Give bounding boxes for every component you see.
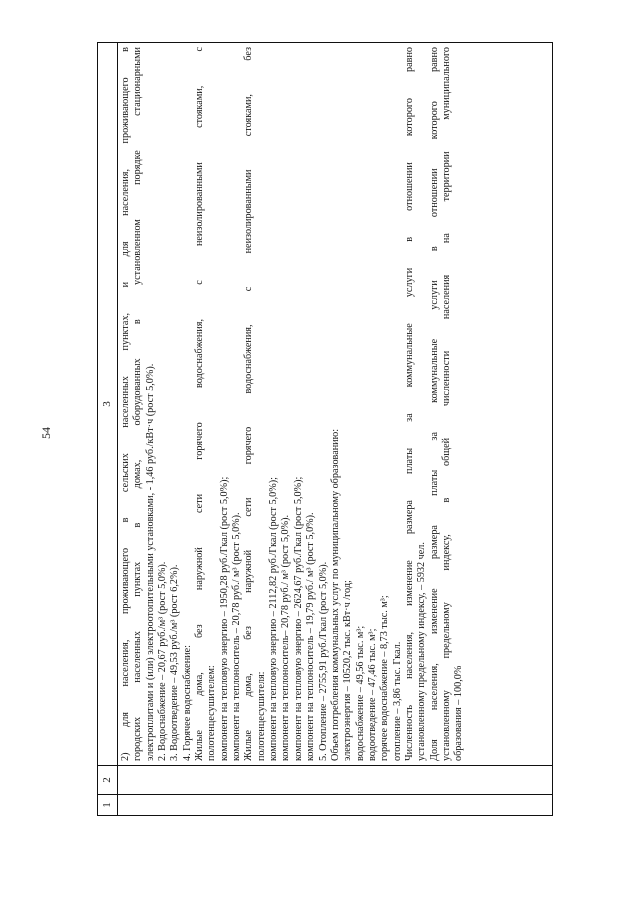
- text-line: установленному предельному индексу, – 5932 чел.: [416, 542, 428, 761]
- text-line: компонент на теплоноситель – 20,78 руб./ м³ (рост 5,0%).: [231, 512, 243, 761]
- tariff-table: [97, 42, 553, 816]
- text-line: компонент на тепловую энергию – 2112,82 руб./Гкал (рост 5,0%);: [268, 477, 280, 761]
- text-line: 2. Водоснабжение – 20,67 руб./м³ (рост 5,0%).: [157, 561, 169, 761]
- body-cell-1: [118, 795, 553, 816]
- text-line: 4. Горячее водоснабжение:: [181, 645, 193, 761]
- text-line: городских населенных пунктах в домах, оборудованных в установленном порядке стационарными: [132, 47, 144, 761]
- text-line: образования – 100,0%: [453, 665, 465, 761]
- page-number: 54: [39, 427, 53, 439]
- text-line: 5. Отопление – 2755,91 руб./Гкал (рост 5,0%).: [317, 561, 329, 761]
- text-line: установленному предельному индексу, в общей численности населения на территории муниципального: [440, 47, 452, 761]
- text-line: компонент на теплоноситель – 19,79 руб./ м³ (рост 5,0%).: [305, 512, 317, 761]
- text-line: электроплитами и (или) электроотопительными установками, - 1,46 руб./кВт·ч (рост 5,0%).: [144, 363, 156, 761]
- text-line: водоотведение – 47,46 тыс. м³;: [366, 628, 378, 761]
- text-line: 2) для населения, проживающего в сельских населенных пунктах, и для населения, проживающего в: [120, 47, 131, 761]
- text-line: 3. Водоотведение – 49,53 руб./м³ (рост 6,2%).: [169, 564, 181, 761]
- body-cell-3: [118, 43, 553, 766]
- text-line: компонент на тепловую энергию – 1950,28 руб./Гкал (рост 5,0%);: [218, 476, 230, 761]
- text-line: полотенцесушителем:: [206, 665, 218, 761]
- text-line: компонент на теплоноситель– 20,78 руб./ м³ (рост 5,0%).: [280, 514, 292, 761]
- text-line: отопление – 3,86 тыс. Гкал.: [391, 641, 403, 761]
- text-line: Численность населения, изменение размера платы за коммунальные услуги в отношении которого равно: [403, 47, 415, 761]
- text-line: горячее водоснабжение – 8,73 тыс. м³;: [379, 595, 391, 761]
- text-line: Жилые дома, без наружной сети горячего водоснабжения, с неизолированными стояками, без: [243, 47, 255, 761]
- table-header-row: [98, 43, 118, 816]
- text-line: компонент на тепловую энергию – 2624,67 руб./Гкал (рост 5,0%);: [292, 476, 304, 761]
- text-line: Жилые дома, без наружной сети горячего водоснабжения, с неизолированными стояками, с: [194, 47, 206, 761]
- text-line: водоснабжение – 49,56 тыс. м³;: [354, 625, 366, 761]
- text-line: электроэнергия – 10520,2 тыс. кВт·ч /год;: [342, 580, 354, 761]
- header-cell-2: 2: [98, 766, 118, 795]
- text-line: Объем потребления коммунальных услуг по муниципальному образованию:: [329, 428, 341, 761]
- table-body-row: [118, 43, 553, 816]
- text-line: Доля населения, изменение размера платы за коммунальные услуги в отношении которого равно: [428, 47, 440, 761]
- rotated-table-container: [97, 42, 553, 816]
- header-cell-3: 3: [98, 43, 118, 766]
- text-line: полотенцесушителя:: [255, 671, 267, 761]
- body-cell-2: [118, 766, 553, 795]
- header-cell-1: 1: [98, 795, 118, 816]
